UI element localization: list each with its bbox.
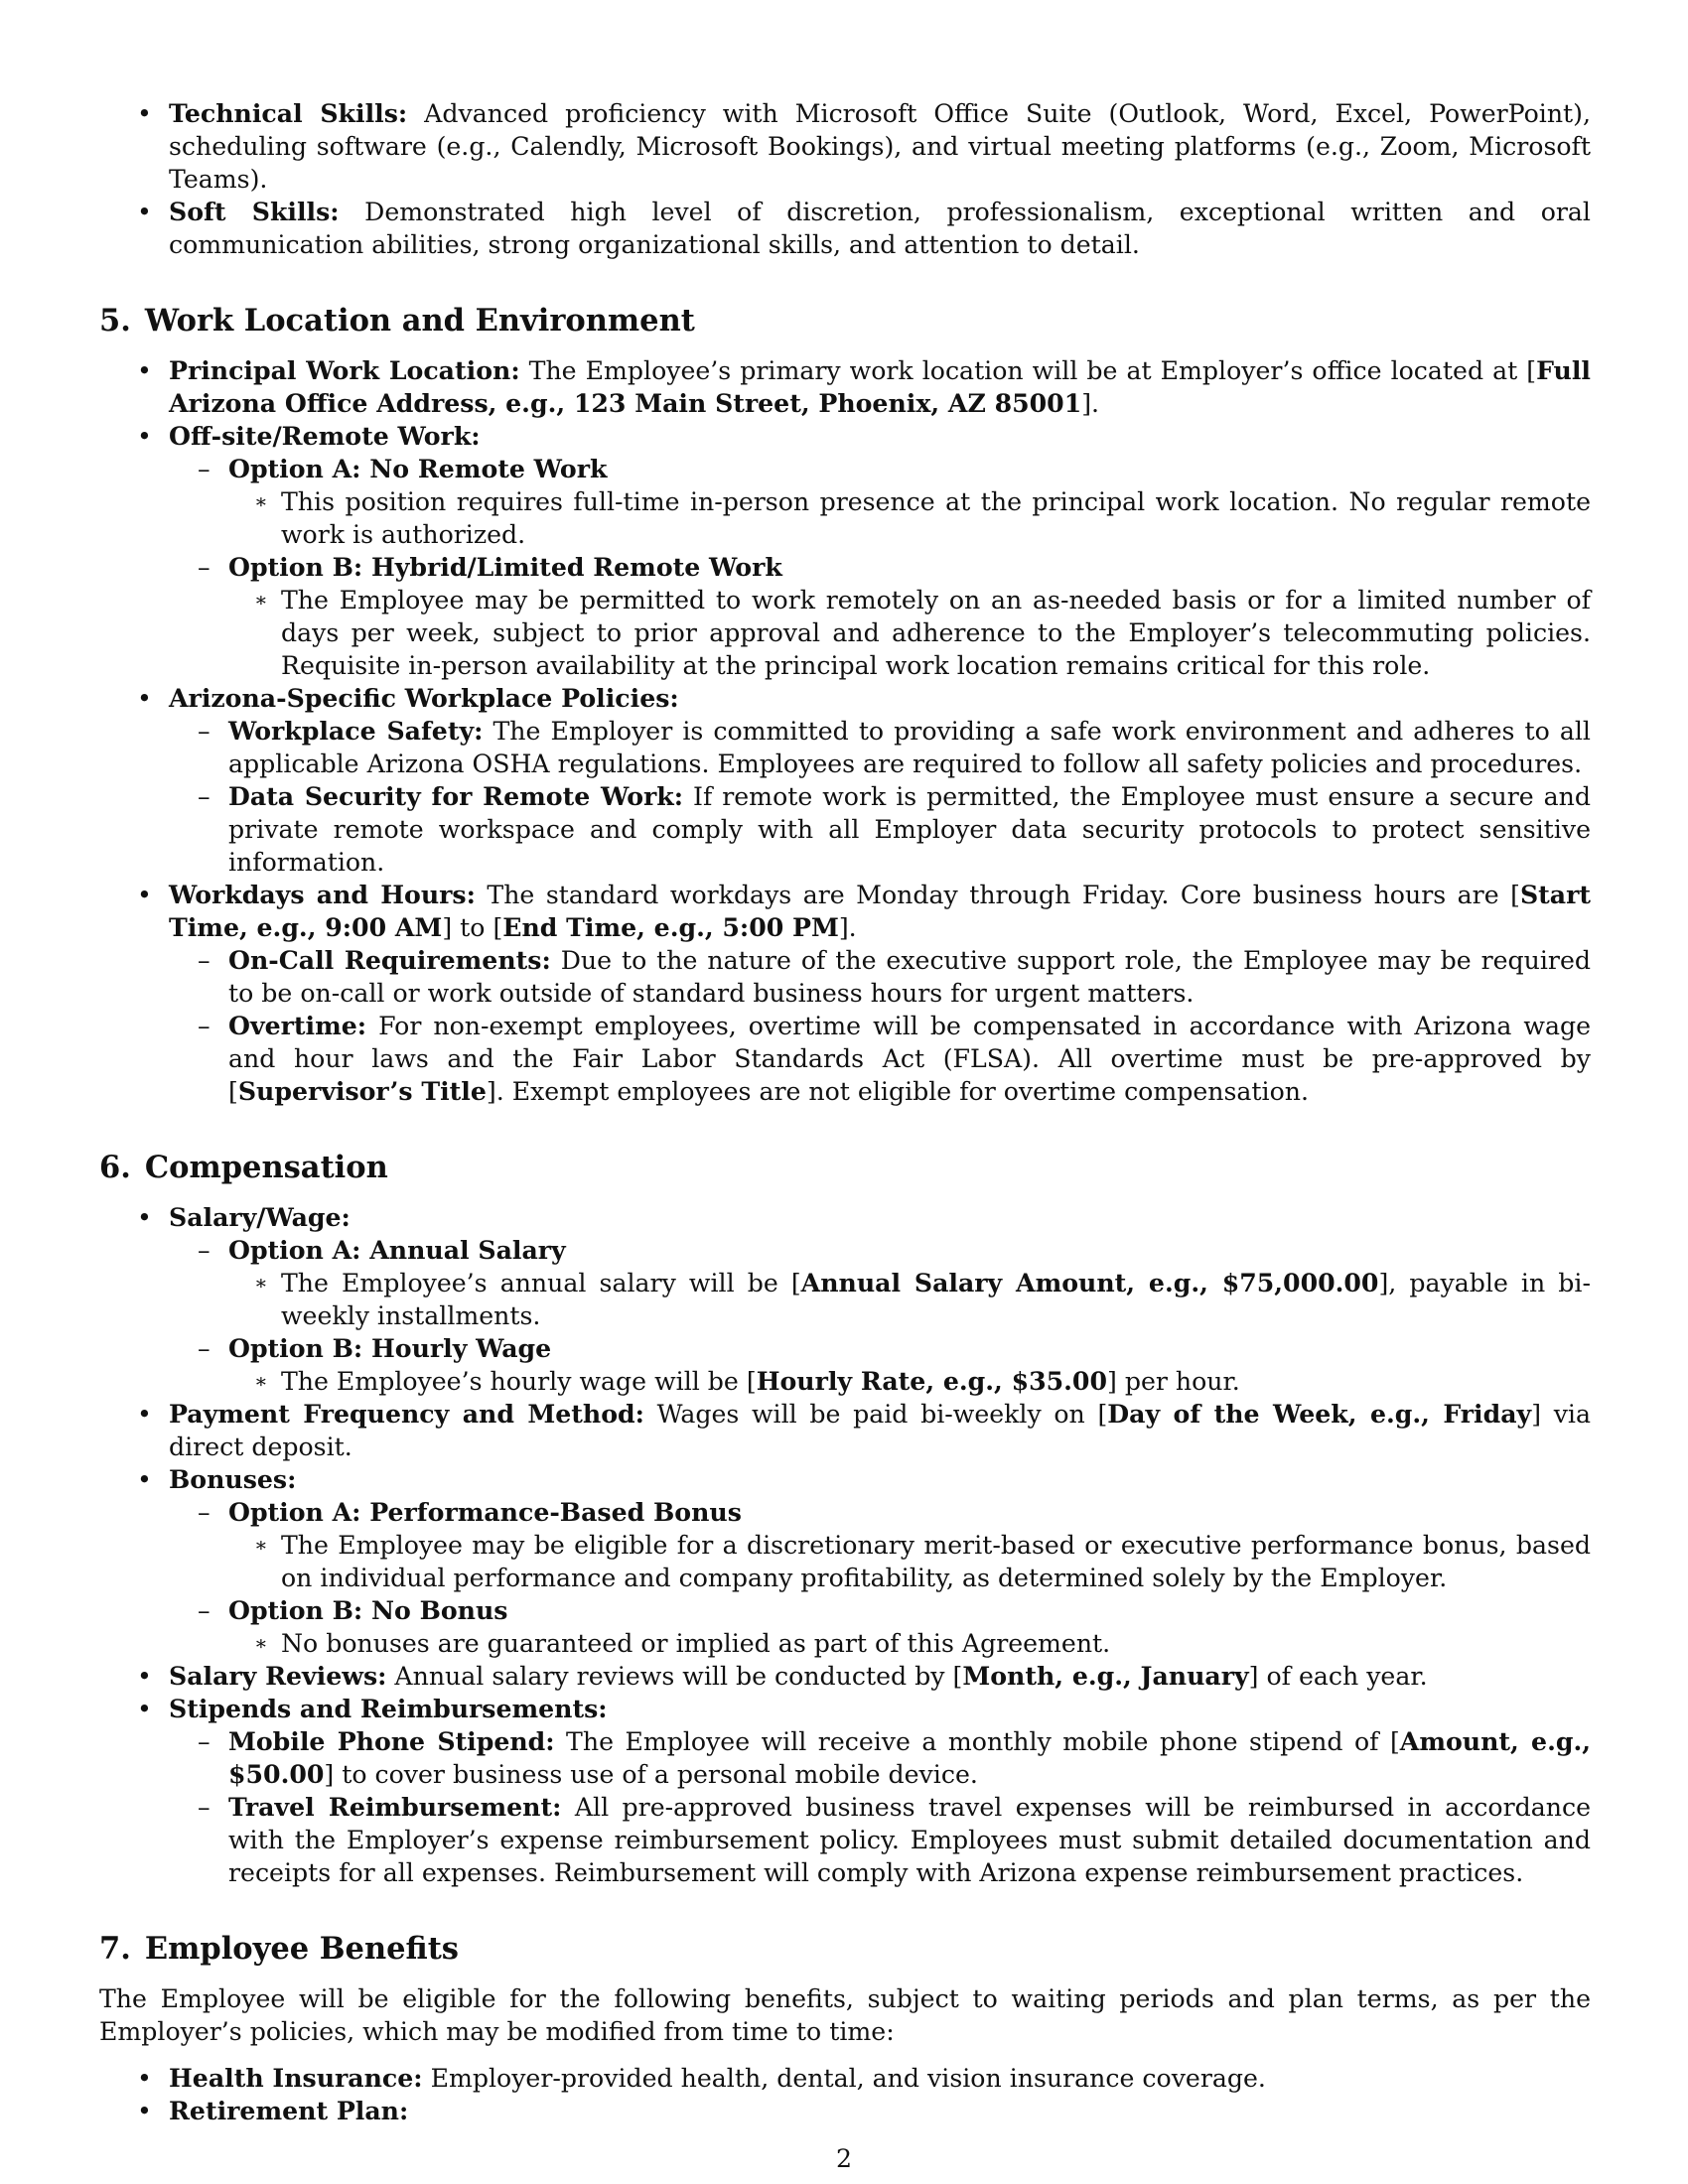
sub-list-item: – On-Call Requirements: Due to the nature of the executive support role, the Employee may be required to be on-call or work outside of standard business hours for urgent matters. — [169, 944, 1591, 1010]
list-item: • Bonuses: – Option A: Performance-Based Bonus ∗ The Employee may be eligible for a discretionary merit-based or executive performance bonus, based on individual performance and company profitability, as determined solely by the Employer. – Option B: No Bonus ∗ No bonuses are guaranteed or implied as part of this Agreement. — [99, 1463, 1591, 1660]
sub-list-item: – Option A: Annual Salary ∗ The Employee’s annual salary will be [Annual Salary Amount, e.g., $75,000.00], payable in bi-weekly installments. — [169, 1234, 1591, 1332]
list-item: • Off-site/Remote Work: – Option A: No Remote Work ∗ This position requires full-time in-person presence at the principal work location. No regular remote work is authorized. – Option B: Hybrid/Limited Remote Work ∗ The Employee may be permitted to work remotely on an as-needed basis or for a limited number of days per week, subject to prior approval and adherence to the Employer’s telecommuting policies. Requisite in-person availability at the principal work location remains critical for this role. — [99, 420, 1591, 682]
benefits-intro: The Employee will be eligible for the following benefits, subject to waiting periods and plan terms, as per the Employer’s policies, which may be modified from time to time: — [99, 1984, 1591, 2046]
list-item: • Soft Skills: Demonstrated high level of discretion, professionalism, exceptional written and oral communication abilities, strong organizational skills, and attention to detail. — [99, 196, 1591, 261]
list-item: • Workdays and Hours: The standard workdays are Monday through Friday. Core business hours are [Start Time, e.g., 9:00 AM] to [End Time, e.g., 5:00 PM]. – On-Call Requirements: Due to the nature of the executive support role, the Employee may be required to be on-call or work outside of standard business hours for urgent matters. – Overtime: For non-exempt employees, overtime will be compensated in accordance with Arizona wage and hour laws and the Fair Labor Standards Act (FLSA). All overtime must be pre-approved by [Supervisor’s Title]. Exempt employees are not eligible for overtime compensation. — [99, 879, 1591, 1108]
section-heading-6: 6. Compensation — [99, 1150, 388, 1185]
list-item: • Principal Work Location: The Employee’s primary work location will be at Employer’s office located at [Full Arizona Office Address, e.g., 123 Main Street, Phoenix, AZ 85001]. — [99, 354, 1591, 420]
sub-list-item: – Data Security for Remote Work: If remote work is permitted, the Employee must ensure a secure and private remote workspace and comply with all Employer data security protocols to protect sensitive information. — [169, 780, 1591, 879]
skills-list — [99, 97, 1591, 261]
sub-sub-list-item: ∗ The Employee may be eligible for a discretionary merit-based or executive performance bonus, based on individual performance and company profitability, as determined solely by the Employer. — [228, 1529, 1591, 1594]
sub-list-item: – Travel Reimbursement: All pre-approved business travel expenses will be reimbursed in accordance with the Employer’s expense reimbursement policy. Employees must submit detailed documentation and receipts for all expenses. Reimbursement will comply with Arizona expense reimbursement practices. — [169, 1791, 1591, 1889]
list-item: • Stipends and Reimbursements: – Mobile Phone Stipend: The Employee will receive a monthly mobile phone stipend of [Amount, e.g., $50.00] to cover business use of a personal mobile device. – Travel Reimbursement: All pre-approved business travel expenses will be reimbursed in accordance with the Employer’s expense reimbursement policy. Employees must submit detailed documentation and receipts for all expenses. Reimbursement will comply with Arizona expense reimbursement practices. — [99, 1693, 1591, 1889]
benefits-list — [99, 2062, 1591, 2127]
section-heading-5: 5. Work Location and Environment — [99, 303, 695, 339]
sub-list-item: – Option B: No Bonus ∗ No bonuses are guaranteed or implied as part of this Agreement. — [169, 1594, 1591, 1660]
section-heading-7: 7. Employee Benefits — [99, 1931, 459, 1967]
sub-list-item: – Option A: No Remote Work ∗ This position requires full-time in-person presence at the principal work location. No regular remote work is authorized. — [169, 453, 1591, 551]
work-location-list — [99, 354, 1591, 1108]
sub-list-item: – Workplace Safety: The Employer is committed to providing a safe work environment and adheres to all applicable Arizona OSHA regulations. Employees are required to follow all safety policies and procedures. — [169, 715, 1591, 780]
sub-sub-list-item: ∗ The Employee’s annual salary will be [Annual Salary Amount, e.g., $75,000.00], payable in bi-weekly installments. — [228, 1267, 1591, 1332]
sub-sub-list-item: ∗ The Employee may be permitted to work remotely on an as-needed basis or for a limited number of days per week, subject to prior approval and adherence to the Employer’s telecommuting policies. Requisite in-person availability at the principal work location remains critical for this role. — [228, 584, 1591, 682]
list-item: • Technical Skills: Advanced proficiency with Microsoft Office Suite (Outlook, Word, Excel, PowerPoint), scheduling software (e.g., Calendly, Microsoft Bookings), and virtual meeting platforms (e.g., Zoom, Microsoft Teams). — [99, 97, 1591, 196]
compensation-list — [99, 1201, 1591, 1889]
sub-list-item: – Option A: Performance-Based Bonus ∗ The Employee may be eligible for a discretionary merit-based or executive performance bonus, based on individual performance and company profitability, as determined solely by the Employer. — [169, 1496, 1591, 1594]
list-item: • Salary Reviews: Annual salary reviews will be conducted by [Month, e.g., January] of each year. — [99, 1660, 1591, 1693]
sub-sub-list-item: ∗ This position requires full-time in-person presence at the principal work location. No regular remote work is authorized. — [228, 485, 1591, 551]
list-item: • Health Insurance: Employer-provided health, dental, and vision insurance coverage. — [99, 2062, 1591, 2095]
list-item: • Salary/Wage: – Option A: Annual Salary ∗ The Employee’s annual salary will be [Annual Salary Amount, e.g., $75,000.00], payable in bi-weekly installments. – Option B: Hourly Wage ∗ The Employee’s hourly wage will be [Hourly Rate, e.g., $35.00] per hour. — [99, 1201, 1591, 1398]
sub-list-item: – Mobile Phone Stipend: The Employee will receive a monthly mobile phone stipend of [Amount, e.g., $50.00] to cover business use of a personal mobile device. — [169, 1725, 1591, 1791]
sub-sub-list-item: ∗ No bonuses are guaranteed or implied as part of this Agreement. — [228, 1627, 1591, 1660]
sub-list-item: – Option B: Hybrid/Limited Remote Work ∗ The Employee may be permitted to work remotely on an as-needed basis or for a limited number of days per week, subject to prior approval and adherence to the Employer’s telecommuting policies. Requisite in-person availability at the principal work location remains critical for this role. — [169, 551, 1591, 682]
document-page — [99, 97, 1591, 2127]
list-item: • Arizona-Specific Workplace Policies: – Workplace Safety: The Employer is committed to providing a safe work environment and adheres to all applicable Arizona OSHA regulations. Employees are required to follow all safety policies and procedures. – Data Security for Remote Work: If remote work is permitted, the Employee must ensure a secure and private remote workspace and comply with all Employer data security protocols to protect sensitive information. — [99, 682, 1591, 879]
sub-list-item: – Option B: Hourly Wage ∗ The Employee’s hourly wage will be [Hourly Rate, e.g., $35.00] per hour. — [169, 1332, 1591, 1398]
page-number: 2 — [835, 2144, 853, 2173]
sub-sub-list-item: ∗ The Employee’s hourly wage will be [Hourly Rate, e.g., $35.00] per hour. — [228, 1365, 1591, 1398]
sub-list-item: – Overtime: For non-exempt employees, overtime will be compensated in accordance with Arizona wage and hour laws and the Fair Labor Standards Act (FLSA). All overtime must be pre-approved by [Supervisor’s Title]. Exempt employees are not eligible for overtime compensation. — [169, 1010, 1591, 1108]
list-item: • Payment Frequency and Method: Wages will be paid bi-weekly on [Day of the Week, e.g., Friday] via direct deposit. — [99, 1398, 1591, 1463]
list-item: • Retirement Plan: — [99, 2095, 1591, 2127]
